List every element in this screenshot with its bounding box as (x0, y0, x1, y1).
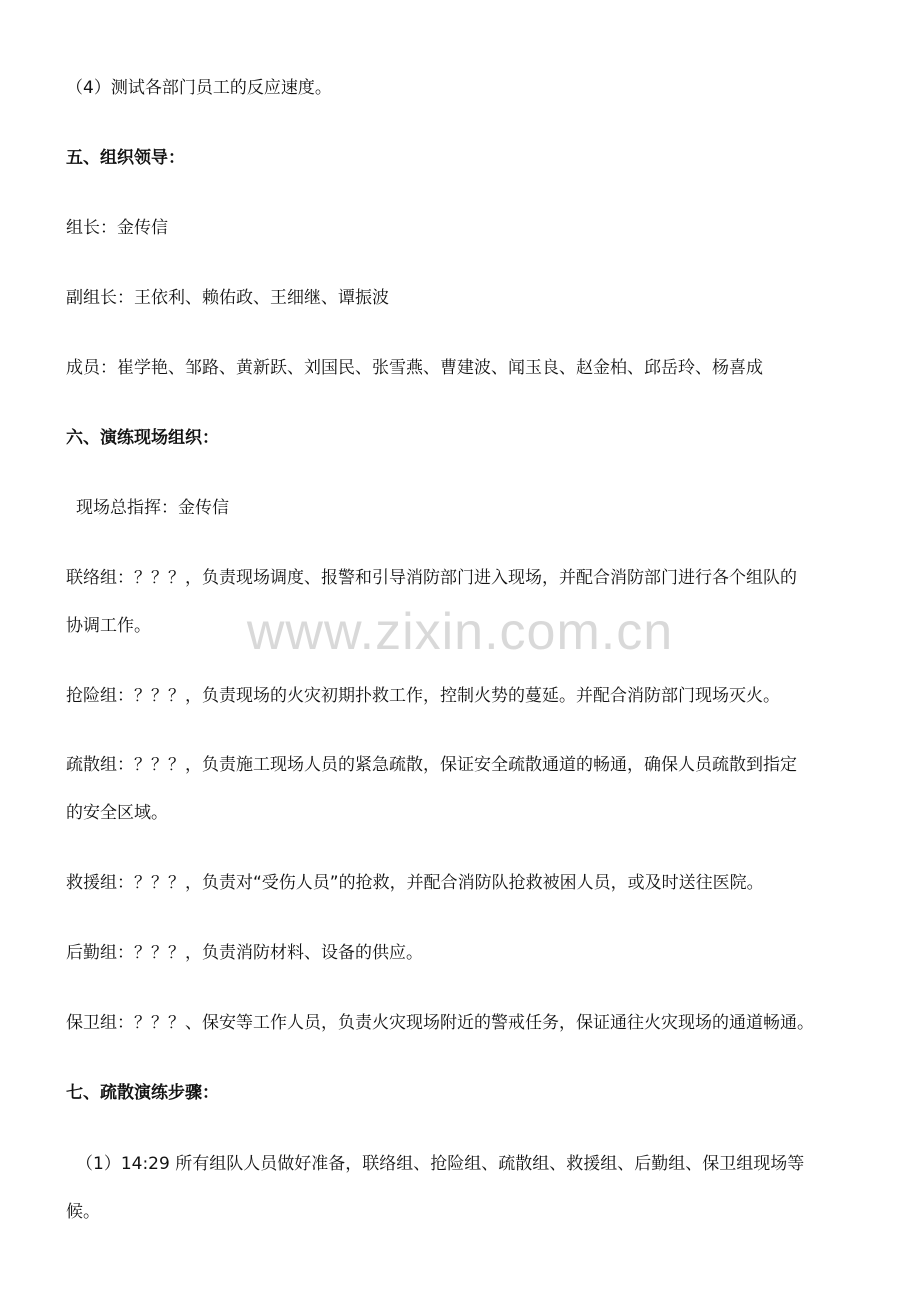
paragraph-logistics-group: 后勤组：？？？，负责消防材料、设备的供应。 (66, 943, 423, 963)
paragraph-evacuation-group-continued: 的安全区域。 (66, 803, 168, 823)
section-heading-evacuation-steps: 七、疏散演练步骤： (66, 1083, 219, 1103)
paragraph-rescue-fire-group: 抢险组：？？？，负责现场的火灾初期扑救工作，控制火势的蔓延。并配合消防部门现场灭火。 (66, 686, 780, 706)
paragraph-test-reaction-speed: （4）测试各部门员工的反应速度。 (66, 78, 332, 98)
paragraph-liaison-group-continued: 协调工作。 (66, 616, 151, 636)
paragraph-site-commander: 现场总指挥：金传信 (76, 498, 229, 518)
paragraph-aid-group: 救援组：？？？，负责对“受伤人员”的抢救，并配合消防队抢救被困人员，或及时送往医院。 (66, 873, 764, 893)
paragraph-step-1: （1）14:29 所有组队人员做好准备，联络组、抢险组、疏散组、救援组、后勤组、保卫组现场等 (76, 1154, 805, 1174)
paragraph-security-group: 保卫组：？？？、保安等工作人员，负责火灾现场附近的警戒任务，保证通往火灾现场的通道畅通。 (66, 1013, 814, 1033)
paragraph-step-1-continued: 候。 (66, 1202, 100, 1222)
paragraph-liaison-group: 联络组：？？？，负责现场调度、报警和引导消防部门进入现场，并配合消防部门进行各个组队的 (66, 568, 797, 588)
paragraph-group-leader: 组长：金传信 (66, 218, 168, 238)
paragraph-members: 成员：崔学艳、邹路、黄新跃、刘国民、张雪燕、曹建波、闻玉良、赵金柏、邱岳玲、杨喜成 (66, 358, 763, 378)
paragraph-deputy-group-leaders: 副组长：王依利、赖佑政、王细继、谭振波 (66, 288, 389, 308)
paragraph-evacuation-group: 疏散组：？？？，负责施工现场人员的紧急疏散，保证安全疏散通道的畅通，确保人员疏散到指定 (66, 755, 797, 775)
section-heading-site-organization: 六、演练现场组织： (66, 428, 219, 448)
section-heading-organization-leadership: 五、组织领导： (66, 148, 185, 168)
watermark-text: www.zixin.com.cn (246, 603, 674, 661)
